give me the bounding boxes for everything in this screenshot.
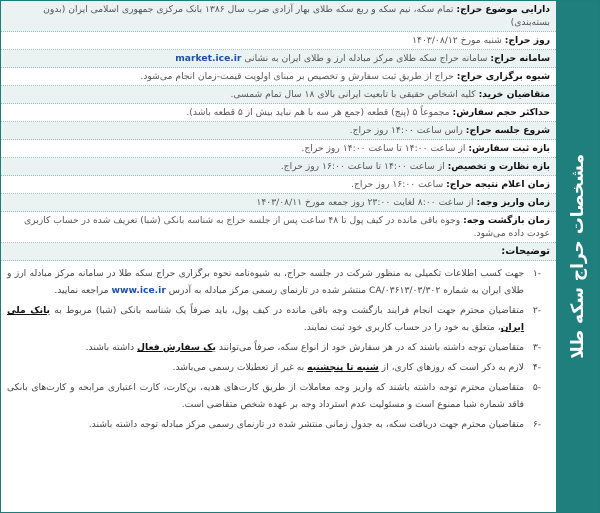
- spec-row: [1, 194, 556, 212]
- market-link[interactable]: market.ice.ir: [175, 53, 242, 64]
- spec-row: [1, 176, 556, 194]
- spec-label: شیوه برگزاری حراج:: [456, 71, 550, 82]
- note-segment: جهت کسب اطلاعات تکمیلی به منظور شرکت در جلسه حراج، به شیوه‌نامه نحوه برگزاری حراج سکه طلا در سامانه مرکز مبادله ارز و طلای ایران به شماره ۳۰۲/CA/۰۳۶۱۳/۰۳ منتشر شده در تارنمای رسمی مرکز مبادله به آدرس: [7, 268, 524, 296]
- spec-row: [1, 50, 556, 68]
- notes-list: [1, 261, 556, 433]
- note-number: -۴: [532, 362, 542, 373]
- spec-row: [1, 140, 556, 158]
- spec-row: [1, 158, 556, 176]
- website-link[interactable]: www.ice.ir: [111, 285, 166, 296]
- sidebar-banner: [556, 1, 599, 512]
- spec-value: راس ساعت ۱۴:۰۰ روز حراج.: [349, 125, 463, 136]
- note-emphasis: شنبه تا پنجشنبه: [307, 362, 379, 373]
- spec-value: از ساعت ۸:۰۰ لغایت ۲۳:۰۰ روز جمعه مورخ ۱۴۰۳/۰۸/۱۱: [256, 197, 474, 208]
- spec-value: ساعت ۱۶:۰۰ روز حراج.: [351, 179, 444, 190]
- spec-row: [1, 212, 556, 243]
- spec-rows: [1, 1, 556, 243]
- spec-value: تمام سکه، نیم سکه و ربع سکه طلای بهار آزادی ضرب سال ۱۳۸۶ بانک مرکزی جمهوری اسلامی ایران (بدون بسته‌بندی): [43, 4, 550, 28]
- note-item: [7, 359, 550, 376]
- spec-label: زمان بازگشت وجه:: [463, 215, 550, 226]
- spec-label: زمان واریز وجه:: [476, 197, 550, 208]
- spec-label: بازه ثبت سفارش:: [468, 143, 550, 154]
- spec-label: بازه نظارت و تخصیص:: [447, 161, 550, 172]
- note-segment: متقاضیان محترم توجه داشته باشند که واریز وجه معاملات از طریق کارت‌های هدیه، بن‌کارت، کارت اعتباری مرابحه و کارت‌های بانکی فاقد شماره شبا ممنوع است و مسئولیت عدم استرداد وجه بر عهده شخص متقاضی است.: [7, 382, 524, 410]
- note-item: [7, 265, 550, 299]
- note-segment: مراجعه نمایید.: [54, 285, 112, 296]
- spec-label: روز حراج:: [504, 35, 550, 46]
- spec-row: [1, 104, 556, 122]
- note-item: [7, 339, 550, 356]
- spec-label: سامانه حراج:: [490, 53, 550, 64]
- note-segment: متقاضیان توجه داشته باشند که در هر سفارش خود از انواع سکه، صرفاً می‌توانند: [216, 342, 524, 353]
- spec-value: شنبه مورخ ۱۴۰۳/۰۸/۱۲: [412, 35, 502, 46]
- note-segment: متقاضیان محترم جهت انجام فرایند بازگشت وجه باقی مانده در کیف پول، باید صرفاً یک شناسه بانکی (شبا) مربوط به: [49, 305, 524, 316]
- note-text: [7, 416, 524, 433]
- note-number: -۲: [532, 305, 542, 316]
- note-segment: لازم به ذکر است که روزهای کاری، از: [378, 362, 524, 373]
- spec-label: زمان اعلام نتیجه حراج:: [446, 179, 550, 190]
- note-item: [7, 302, 550, 336]
- spec-value: سامانه حراج سکه طلای مرکز مبادله ارز و طلای ایران به نشانی: [244, 53, 488, 64]
- spec-value: حراج از طریق ثبت سفارش و تخصیص بر مبنای اولویت قیمت-زمان انجام می‌شود.: [140, 71, 454, 82]
- notes-title: توضیحات:: [1, 243, 556, 261]
- note-segment: متقاضیان محترم جهت دریافت سکه، به جدول زمانی منتشر شده در تارنمای رسمی مرکز مبادله توجه داشته باشند.: [88, 419, 524, 430]
- note-number: -۱: [532, 268, 542, 279]
- note-text: [7, 379, 524, 413]
- spec-value: از ساعت ۱۴:۰۰ تا ساعت ۱۴:۰۰ روز حراج.: [301, 143, 466, 154]
- note-emphasis: یک سفارش فعال: [137, 342, 216, 353]
- note-number: -۵: [532, 382, 542, 393]
- spec-content: [1, 1, 556, 512]
- note-segment: ، متعلق به خود را در حساب کاربری خود ثبت نمایند.: [303, 322, 501, 333]
- note-number: -۳: [532, 342, 542, 353]
- spec-row: [1, 68, 556, 86]
- note-number: -۶: [532, 419, 542, 430]
- spec-label: دارایی موضوع حراج:: [456, 4, 550, 15]
- note-item: [7, 379, 550, 413]
- spec-row: [1, 1, 556, 32]
- note-emphasis: بانک ملی ایران: [7, 305, 524, 333]
- note-segment: به غیر از تعطیلات رسمی می‌باشد.: [172, 362, 308, 373]
- spec-label: حداکثر حجم سفارش:: [452, 107, 550, 118]
- note-item: [7, 416, 550, 433]
- spec-label: شروع جلسه حراج:: [465, 125, 550, 136]
- note-text: [7, 265, 524, 299]
- note-segment: داشته باشند.: [85, 342, 138, 353]
- spec-row: [1, 32, 556, 50]
- note-text: [7, 339, 524, 356]
- spec-row: [1, 122, 556, 140]
- note-text: [7, 359, 524, 376]
- spec-value: وجوه باقی مانده در کیف پول تا ۴۸ ساعت پس از جلسه حراج به شناسه بانکی (شبا) تعریف شده در حساب کاربری عودت داده می‌شود.: [23, 215, 550, 239]
- spec-label: متقاضیان خرید:: [478, 89, 550, 100]
- sidebar-title: مشخصات حراج سکه طلا: [567, 154, 588, 359]
- spec-value: مجموعاً ۵ (پنج) قطعه (جمع هر سه با هم نباید بیش از ۵ قطعه باشد).: [186, 107, 450, 118]
- spec-value: از ساعت ۱۴:۰۰ تا ساعت ۱۶:۰۰ روز حراج.: [280, 161, 445, 172]
- spec-row: [1, 86, 556, 104]
- spec-value: کلیه اشخاص حقیقی با تابعیت ایرانی بالای ۱۸ سال تمام شمسی.: [230, 89, 476, 100]
- note-text: [7, 302, 524, 336]
